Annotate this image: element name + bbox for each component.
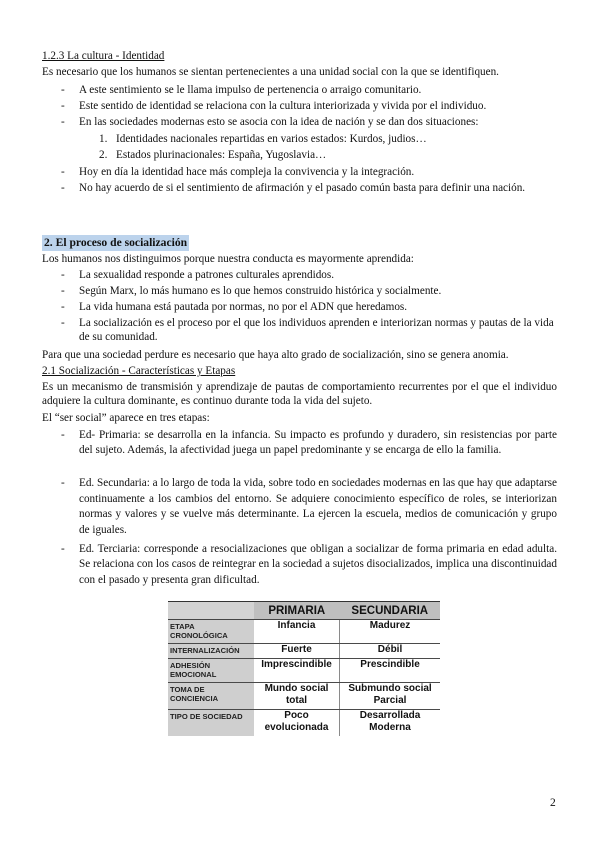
- table-row: [168, 659, 440, 683]
- list-item: Este sentido de identidad se relaciona con la cultura interiorizada y vivida por el individuo.: [79, 100, 487, 112]
- socialization-table: [168, 601, 440, 736]
- table-row: [168, 683, 440, 710]
- numbered-item: Estados plurinacionales: España, Yugoslavia…: [116, 149, 327, 161]
- list-item: Según Marx, lo más humano es lo que hemos construido histórica y socialmente.: [79, 285, 442, 297]
- table-row: [168, 710, 440, 736]
- bullet-dash: -: [61, 182, 65, 194]
- cell-primaria: Fuerte: [254, 644, 340, 659]
- row-label: ETAPA CRONOLÓGICA: [168, 620, 254, 644]
- section-title-1-2-3: 1.2.3 La cultura - Identidad: [42, 50, 165, 62]
- bullet-dash: -: [61, 429, 65, 441]
- row-label: TOMA DE CONCIENCIA: [168, 683, 254, 710]
- section-intro: Los humanos nos distinguimos porque nuestra conducta es mayormente aprendida:: [42, 253, 414, 265]
- stage-item: Ed. Secundaria: a lo largo de toda la vida, sobre todo en sociedades modernas en las que hay que adaptarse continuamente a los cambios del entorno. Se adquiere conocimiento específico de roles, se interiorizan normas y valores y se vuelve más determinante. La ejercen la escuela, medios de comunicación y grupo de iguales.: [79, 477, 557, 536]
- bullet-dash: -: [61, 269, 65, 281]
- row-label: INTERNALIZACIÓN: [168, 644, 254, 659]
- table-header-empty: [168, 602, 254, 620]
- bullet-dash: -: [61, 477, 65, 489]
- row-label: ADHESIÓN EMOCIONAL: [168, 659, 254, 683]
- section-heading-2: 2. El proceso de socialización: [44, 236, 188, 249]
- table-row: [168, 644, 440, 659]
- list-item: Hoy en día la identidad hace más compleja la convivencia y la integración.: [79, 166, 415, 178]
- table-header-primaria: PRIMARIA: [254, 602, 340, 620]
- cell-primaria: Infancia: [254, 620, 340, 644]
- cell-secundaria: Submundo social Parcial: [340, 683, 440, 710]
- list-item: A este sentimiento se le llama impulso de pertenencia o arraigo comunitario.: [79, 84, 422, 96]
- paragraph: Para que una sociedad perdure es necesario que haya alto grado de socialización, sino se genera anomia.: [42, 349, 509, 361]
- paragraph: Es un mecanismo de transmisión y aprendizaje de pautas de comportamiento recurrentes por el que el individuo adquiere la cultura dominante, es continuo durante toda la vida del sujeto.: [42, 381, 557, 408]
- bullet-dash: -: [61, 100, 65, 112]
- stage-item: Ed. Terciaria: corresponde a resocializaciones que obligan a socializar de forma primaria en edad adulta. Se relaciona con los casos de reintegrar en la sociedad a sujetos disocializados, implica una discontinuidad con el pasado y presenta gran dificultad.: [79, 543, 557, 586]
- cell-secundaria: Desarrollada Moderna: [340, 710, 440, 736]
- section-title-2-1: 2.1 Socialización - Características y Etapas: [42, 365, 236, 377]
- bullet-dash: -: [61, 84, 65, 96]
- table-row: [168, 620, 440, 644]
- bullet-dash: -: [61, 116, 65, 128]
- numbered-item: Identidades nacionales repartidas en varios estados: Kurdos, judios…: [116, 133, 427, 145]
- cell-secundaria: Madurez: [340, 620, 440, 644]
- bullet-dash: -: [61, 317, 65, 329]
- list-item: La vida humana está pautada por normas, no por el ADN que heredamos.: [79, 301, 408, 313]
- list-item: En las sociedades modernas esto se asocia con la idea de nación y se dan dos situaciones:: [79, 116, 479, 128]
- cell-secundaria: Débil: [340, 644, 440, 659]
- list-item: La socialización es el proceso por el que los individuos aprenden e interiorizan normas y pautas de la vida de su comunidad.: [79, 317, 554, 344]
- numbered-marker: 1.: [99, 133, 108, 145]
- bullet-dash: -: [61, 285, 65, 297]
- section-intro: Es necesario que los humanos se sientan pertenecientes a una unidad social con la que se identifiquen.: [42, 66, 499, 78]
- bullet-dash: -: [61, 166, 65, 178]
- cell-primaria: Mundo social total: [254, 683, 340, 710]
- list-item: No hay acuerdo de si el sentimiento de afirmación y el pasado común basta para definir una nación.: [79, 182, 526, 194]
- cell-primaria: Imprescindible: [254, 659, 340, 683]
- cell-secundaria: Prescindible: [340, 659, 440, 683]
- numbered-marker: 2.: [99, 149, 108, 161]
- table-header-secundaria: SECUNDARIA: [340, 602, 440, 620]
- bullet-dash: -: [61, 301, 65, 313]
- list-item: La sexualidad responde a patrones culturales aprendidos.: [79, 269, 335, 281]
- cell-primaria: Poco evolucionada: [254, 710, 340, 736]
- paragraph: El “ser social” aparece en tres etapas:: [42, 412, 210, 424]
- page-number: 2: [550, 797, 556, 809]
- stage-item: Ed- Primaria: se desarrolla en la infancia. Su impacto es profundo y duradero, sin resistencias por parte del sujeto. Además, la afectividad juega un papel predominante y se encarga de ello la familia.: [79, 429, 557, 457]
- row-label: TIPO DE SOCIEDAD: [168, 710, 254, 736]
- bullet-dash: -: [61, 543, 65, 555]
